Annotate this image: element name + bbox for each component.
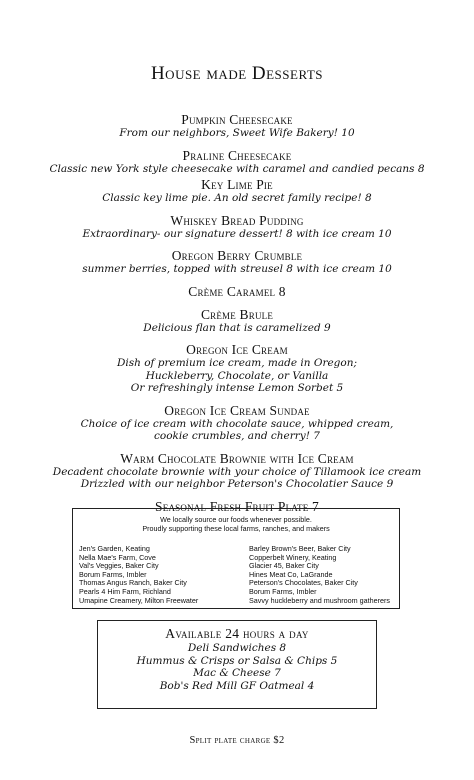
sourcing-entry: Glacier 45, Baker City: [249, 561, 319, 571]
dessert-item: [0, 284, 474, 299]
sourcing-entry: Borum Farms, Imbler: [79, 569, 147, 579]
dessert-description: Classic new York style cheesecake with caramel and candied pecans 8: [49, 162, 425, 175]
dessert-list: [0, 112, 474, 514]
available-title: Available 24 hours a day: [165, 626, 309, 641]
split-plate-charge: Split plate charge $2: [189, 735, 285, 746]
sourcing-entry: Borum Farms, Imbler: [249, 586, 317, 596]
sourcing-entry: Barley Brown's Beer, Baker City: [249, 544, 351, 553]
dessert-description: Dish of premium ice cream, made in Oregon;: [116, 357, 358, 369]
dessert-item: [0, 112, 474, 140]
sourcing-entry: Savvy huckleberry and mushroom gatherers: [249, 595, 391, 605]
sourcing-entry: Val's Veggies, Baker City: [79, 561, 159, 571]
dessert-item: [0, 307, 474, 335]
dessert-description: Classic key lime pie. An old secret family recipe! 8: [102, 192, 372, 204]
dessert-name: Oregon Ice Cream: [186, 342, 288, 357]
available-24-hours-box: [97, 620, 377, 709]
sourcing-entry: Nella Mae's Farm, Cove: [79, 552, 156, 562]
sourcing-entry: Pearls 4 Him Farm, Richland: [79, 586, 171, 596]
dessert-name: Crème Caramel 8: [188, 283, 286, 299]
dessert-item: [0, 451, 474, 491]
dessert-item: [0, 403, 474, 443]
dessert-item: [0, 213, 474, 241]
dessert-name: Crème Brule: [200, 306, 274, 322]
dessert-item: [0, 342, 474, 395]
dessert-name: Whiskey Bread Pudding: [170, 212, 304, 228]
dessert-description: cookie crumbles, and cherry! 7: [154, 430, 320, 442]
available-item: Deli Sandwiches 8: [187, 642, 287, 654]
dessert-name: Pumpkin Cheesecake: [181, 112, 293, 127]
dessert-item: [0, 148, 474, 176]
dessert-description: Huckleberry, Chocolate, or Vanilla: [145, 369, 329, 382]
dessert-description: Drizzled with our neighbor Peterson's Chocolatier Sauce 9: [80, 478, 394, 490]
available-item: Hummus & Crisps or Salsa & Chips 5: [136, 654, 338, 667]
sourcing-entry: Peterson's Chocolates, Baker City: [249, 578, 358, 588]
menu-title: House made Desserts: [150, 63, 324, 84]
sourcing-entry: Thomas Angus Ranch, Baker City: [79, 578, 187, 588]
sourcing-entry: Hines Meat Co, LaGrande: [249, 569, 333, 579]
dessert-item: [0, 177, 474, 205]
available-item: Bob's Red Mill GF Oatmeal 4: [159, 679, 315, 692]
dessert-name: Oregon Berry Crumble: [171, 248, 303, 263]
dessert-name: Seasonal Fresh Fruit Plate 7: [155, 498, 319, 514]
dessert-description: Choice of ice cream with chocolate sauce, whipped cream,: [80, 417, 394, 430]
dessert-description: summer berries, topped with streusel 8 with ice cream 10: [82, 263, 392, 275]
dessert-description: Delicious flan that is caramelized 9: [143, 321, 331, 334]
sourcing-entry: Jen's Garden, Keating: [79, 544, 150, 553]
dessert-description: From our neighbors, Sweet Wife Bakery! 10: [119, 127, 355, 139]
dessert-name: Warm Chocolate Brownie with Ice Cream: [120, 450, 354, 466]
dessert-description: Extraordinary- our signature dessert! 8 with ice cream 10: [82, 227, 392, 240]
available-item: Mac & Cheese 7: [193, 667, 281, 679]
dessert-item: [0, 248, 474, 276]
sourcing-entry: Copperbelt Winery, Keating: [249, 552, 337, 562]
dessert-description: Or refreshingly intense Lemon Sorbet 5: [130, 382, 344, 394]
sourcing-entry: Umapine Creamery, Milton Freewater: [79, 595, 199, 605]
dessert-name: Oregon Ice Cream Sundae: [164, 402, 310, 418]
dessert-name: Praline Cheesecake: [182, 147, 292, 163]
dessert-name: Key Lime Pie: [201, 177, 273, 192]
sourcing-list-left: [79, 545, 198, 605]
local-sourcing-box: [72, 508, 400, 609]
sourcing-heading-line2: Proudly supporting these local farms, ranches, and makers: [142, 524, 330, 533]
sourcing-heading: [73, 515, 399, 533]
dessert-description: Decadent chocolate brownie with your choice of Tillamook ice cream: [52, 465, 422, 478]
available-items: [98, 642, 376, 692]
sourcing-list-right: [249, 545, 390, 605]
sourcing-heading-line1: We locally source our foods whenever possible.: [160, 515, 312, 524]
